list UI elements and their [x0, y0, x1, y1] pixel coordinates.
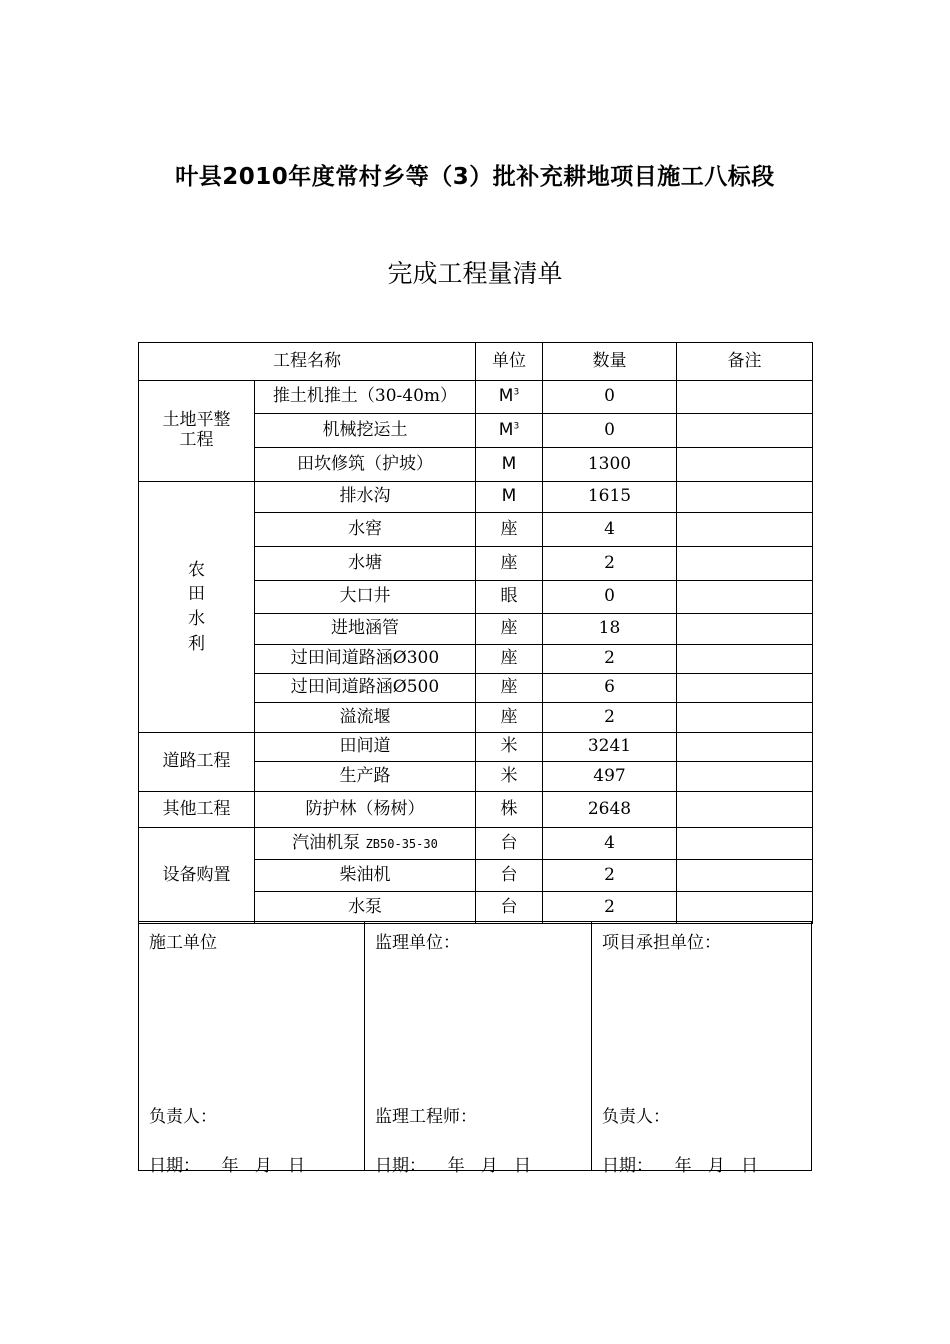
responsible-person-label: 负责人： — [602, 1107, 670, 1127]
supervising-engineer-label: 监理工程师： — [375, 1107, 477, 1127]
group-label-water: 农 田 水 利 — [139, 482, 255, 733]
row-name: 推土机推土（30-40m） — [255, 381, 476, 414]
row-qty: 4 — [543, 828, 677, 860]
row-name: 柴油机 — [255, 860, 476, 892]
row-name: 田间道 — [255, 733, 476, 762]
table-header-row — [139, 343, 813, 381]
row-unit: $M^3$ — [476, 414, 543, 448]
header-unit: 单位 — [476, 343, 543, 381]
row-name: 机械挖运土 — [255, 414, 476, 448]
row-name: 水窖 — [255, 513, 476, 547]
document-title: 叶县2010年度常村乡等（3）批补充耕地项目施工八标段 — [175, 164, 775, 190]
signature-project-unit — [591, 922, 811, 1176]
row-unit: M — [476, 448, 543, 482]
row-remark — [677, 482, 813, 513]
date-label: 日期： 年 月 日 — [375, 1156, 532, 1176]
row-qty: 4 — [543, 513, 677, 547]
row-remark — [677, 381, 813, 414]
row-remark — [677, 448, 813, 482]
row-unit: 台 — [476, 828, 543, 860]
row-remark — [677, 414, 813, 448]
row-remark — [677, 828, 813, 860]
table-row — [139, 482, 813, 513]
row-unit: 眼 — [476, 581, 543, 614]
row-qty: 1300 — [543, 448, 677, 482]
row-qty: 0 — [543, 381, 677, 414]
table-row — [139, 381, 813, 414]
row-name: 溢流堰 — [255, 703, 476, 733]
row-name: 水塘 — [255, 547, 476, 581]
signature-construction-unit — [139, 922, 364, 1176]
group-label-road: 道路工程 — [139, 733, 255, 792]
row-unit: 座 — [476, 614, 543, 645]
row-unit: 台 — [476, 860, 543, 892]
date-label: 日期： 年 月 日 — [602, 1156, 759, 1176]
project-unit-label: 项目承担单位： — [602, 933, 721, 953]
row-unit: 台 — [476, 892, 543, 924]
table-row — [139, 828, 813, 860]
row-remark — [677, 581, 813, 614]
row-qty: 0 — [543, 414, 677, 448]
row-name: 田坎修筑（护坡） — [255, 448, 476, 482]
row-name: 防护林（杨树） — [255, 792, 476, 828]
row-remark — [677, 674, 813, 703]
row-qty: 18 — [543, 614, 677, 645]
row-qty: 497 — [543, 762, 677, 792]
signature-supervision-unit — [364, 922, 591, 1176]
row-qty: 2 — [543, 860, 677, 892]
row-unit: 座 — [476, 703, 543, 733]
row-remark — [677, 547, 813, 581]
row-remark — [677, 513, 813, 547]
row-remark — [677, 762, 813, 792]
row-remark — [677, 703, 813, 733]
row-unit: 座 — [476, 674, 543, 703]
construction-unit-label: 施工单位 — [149, 933, 217, 953]
row-remark — [677, 892, 813, 924]
row-name: 过田间道路涵Ø500 — [255, 674, 476, 703]
row-qty: 2 — [543, 892, 677, 924]
row-qty: 2 — [543, 703, 677, 733]
row-qty: 2 — [543, 547, 677, 581]
responsible-person-label: 负责人： — [149, 1107, 217, 1127]
row-unit: 米 — [476, 762, 543, 792]
row-qty: 6 — [543, 674, 677, 703]
row-remark — [677, 860, 813, 892]
row-unit: 米 — [476, 733, 543, 762]
row-remark — [677, 733, 813, 762]
row-qty: 0 — [543, 581, 677, 614]
row-name: 水泵 — [255, 892, 476, 924]
quantity-table — [138, 342, 813, 924]
row-unit: 座 — [476, 513, 543, 547]
row-qty: 3241 — [543, 733, 677, 762]
supervision-unit-label: 监理单位： — [375, 933, 460, 953]
document-subtitle: 完成工程量清单 — [387, 259, 563, 288]
row-name: 汽油机泵 ZB50-35-30 — [255, 828, 476, 860]
signature-section — [138, 921, 812, 1176]
row-unit: $M^3$ — [476, 381, 543, 414]
table-row — [139, 733, 813, 762]
row-remark — [677, 792, 813, 828]
row-remark — [677, 645, 813, 674]
row-qty: 2648 — [543, 792, 677, 828]
header-name: 工程名称 — [139, 343, 476, 381]
row-name: 排水沟 — [255, 482, 476, 513]
row-qty: 2 — [543, 645, 677, 674]
row-unit: M — [476, 482, 543, 513]
group-label-other: 其他工程 — [139, 792, 255, 828]
group-label-equip: 设备购置 — [139, 828, 255, 924]
row-remark — [677, 614, 813, 645]
row-qty: 1615 — [543, 482, 677, 513]
row-name: 大口井 — [255, 581, 476, 614]
date-label: 日期： 年 月 日 — [149, 1156, 306, 1176]
row-name: 过田间道路涵Ø300 — [255, 645, 476, 674]
row-name: 生产路 — [255, 762, 476, 792]
row-name: 进地涵管 — [255, 614, 476, 645]
row-unit: 座 — [476, 547, 543, 581]
group-label-land: 土地平整 工程 — [139, 381, 255, 482]
row-unit: 座 — [476, 645, 543, 674]
row-unit: 株 — [476, 792, 543, 828]
header-remark: 备注 — [677, 343, 813, 381]
header-qty: 数量 — [543, 343, 677, 381]
table-row — [139, 792, 813, 828]
